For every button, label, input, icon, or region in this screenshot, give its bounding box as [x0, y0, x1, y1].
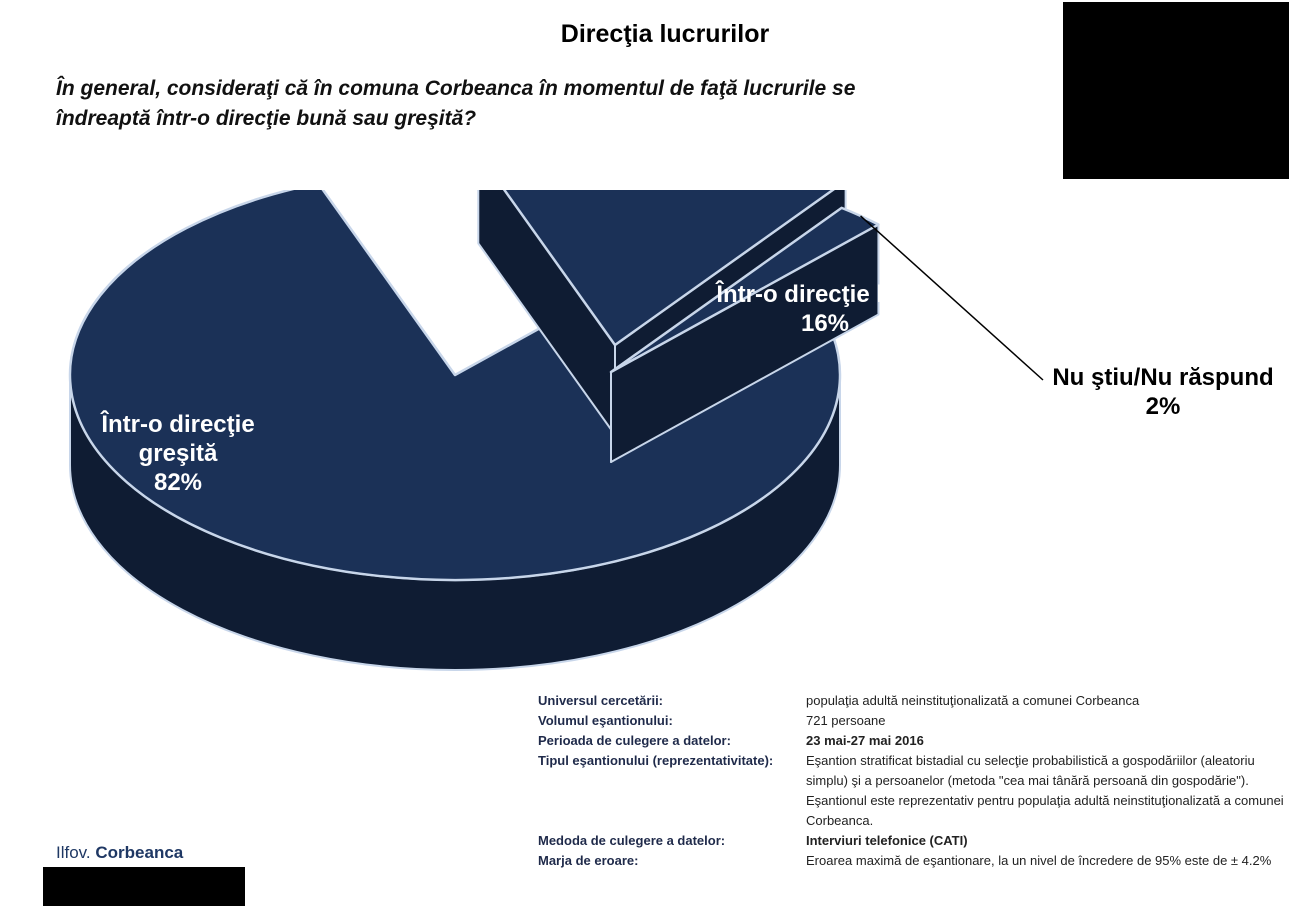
methodology-value: 721 persoane [806, 713, 886, 728]
methodology-label: Marja de eroare: [538, 853, 639, 868]
methodology-value: 23 mai-27 mai 2016 [806, 733, 924, 748]
slice-value-label: 16% [800, 310, 850, 337]
methodology-value: Eroarea maximă de eşantionare, la un nivel de încredere de 95% este de ± 4.2% [806, 853, 1272, 868]
methodology-value: populaţia adultă neinstituţionalizată a comunei Corbeanca [806, 693, 1140, 708]
survey-question: În general, consideraţi că în comuna Corbeanca în momentul de faţă lucrurile se îndreaptă într-o direcţie bună sau greşită? [56, 77, 856, 131]
methodology-row [538, 711, 1288, 731]
methodology-label: Volumul eşantionului: [538, 713, 673, 728]
methodology-label: Universul cercetării: [538, 693, 664, 708]
footer-locality: Corbeanca [95, 843, 184, 862]
pie-chart [0, 190, 1292, 680]
methodology-row [538, 751, 1288, 831]
methodology-table [538, 691, 1288, 871]
chart-title: Direcţia lucrurilor [560, 20, 770, 48]
methodology-value: Eşantion stratificat bistadial cu selecţie probabilistică a gospodăriilor (aleatoriu simplu) şi a persoanelor (metoda "cea mai tânără persoană din gospodărie"). Eşantionul este reprezentativ pentru populaţia adultă neinstituţionalizată a comunei Corbeanca. [806, 753, 1284, 828]
slice-name-label: Nu ştiu/Nu răspund [1052, 364, 1274, 391]
methodology-row [538, 831, 1288, 851]
slice-name-label: Într-o direcţie [101, 411, 255, 438]
slice-name-label: greşită [138, 440, 218, 467]
methodology-row [538, 691, 1288, 711]
methodology-label: Medoda de culegere a datelor: [538, 833, 726, 848]
methodology-label: Perioada de culegere a datelor: [538, 733, 731, 748]
methodology-row [538, 731, 1288, 751]
redacted-logo [1063, 2, 1289, 179]
methodology-label: Tipul eşantionului (reprezentativitate): [538, 753, 774, 768]
footer-region: Ilfov. [56, 843, 91, 862]
redacted-footer-logo [43, 867, 245, 906]
footer-location [56, 843, 183, 863]
slice-value-label: 82% [153, 469, 203, 496]
slice-value-label: 2% [1145, 393, 1181, 420]
slice-name-label: Într-o direcţie bună [716, 281, 934, 308]
slice-label [1052, 364, 1273, 420]
methodology-row [538, 851, 1288, 871]
methodology-value: Interviuri telefonice (CATI) [806, 833, 968, 848]
